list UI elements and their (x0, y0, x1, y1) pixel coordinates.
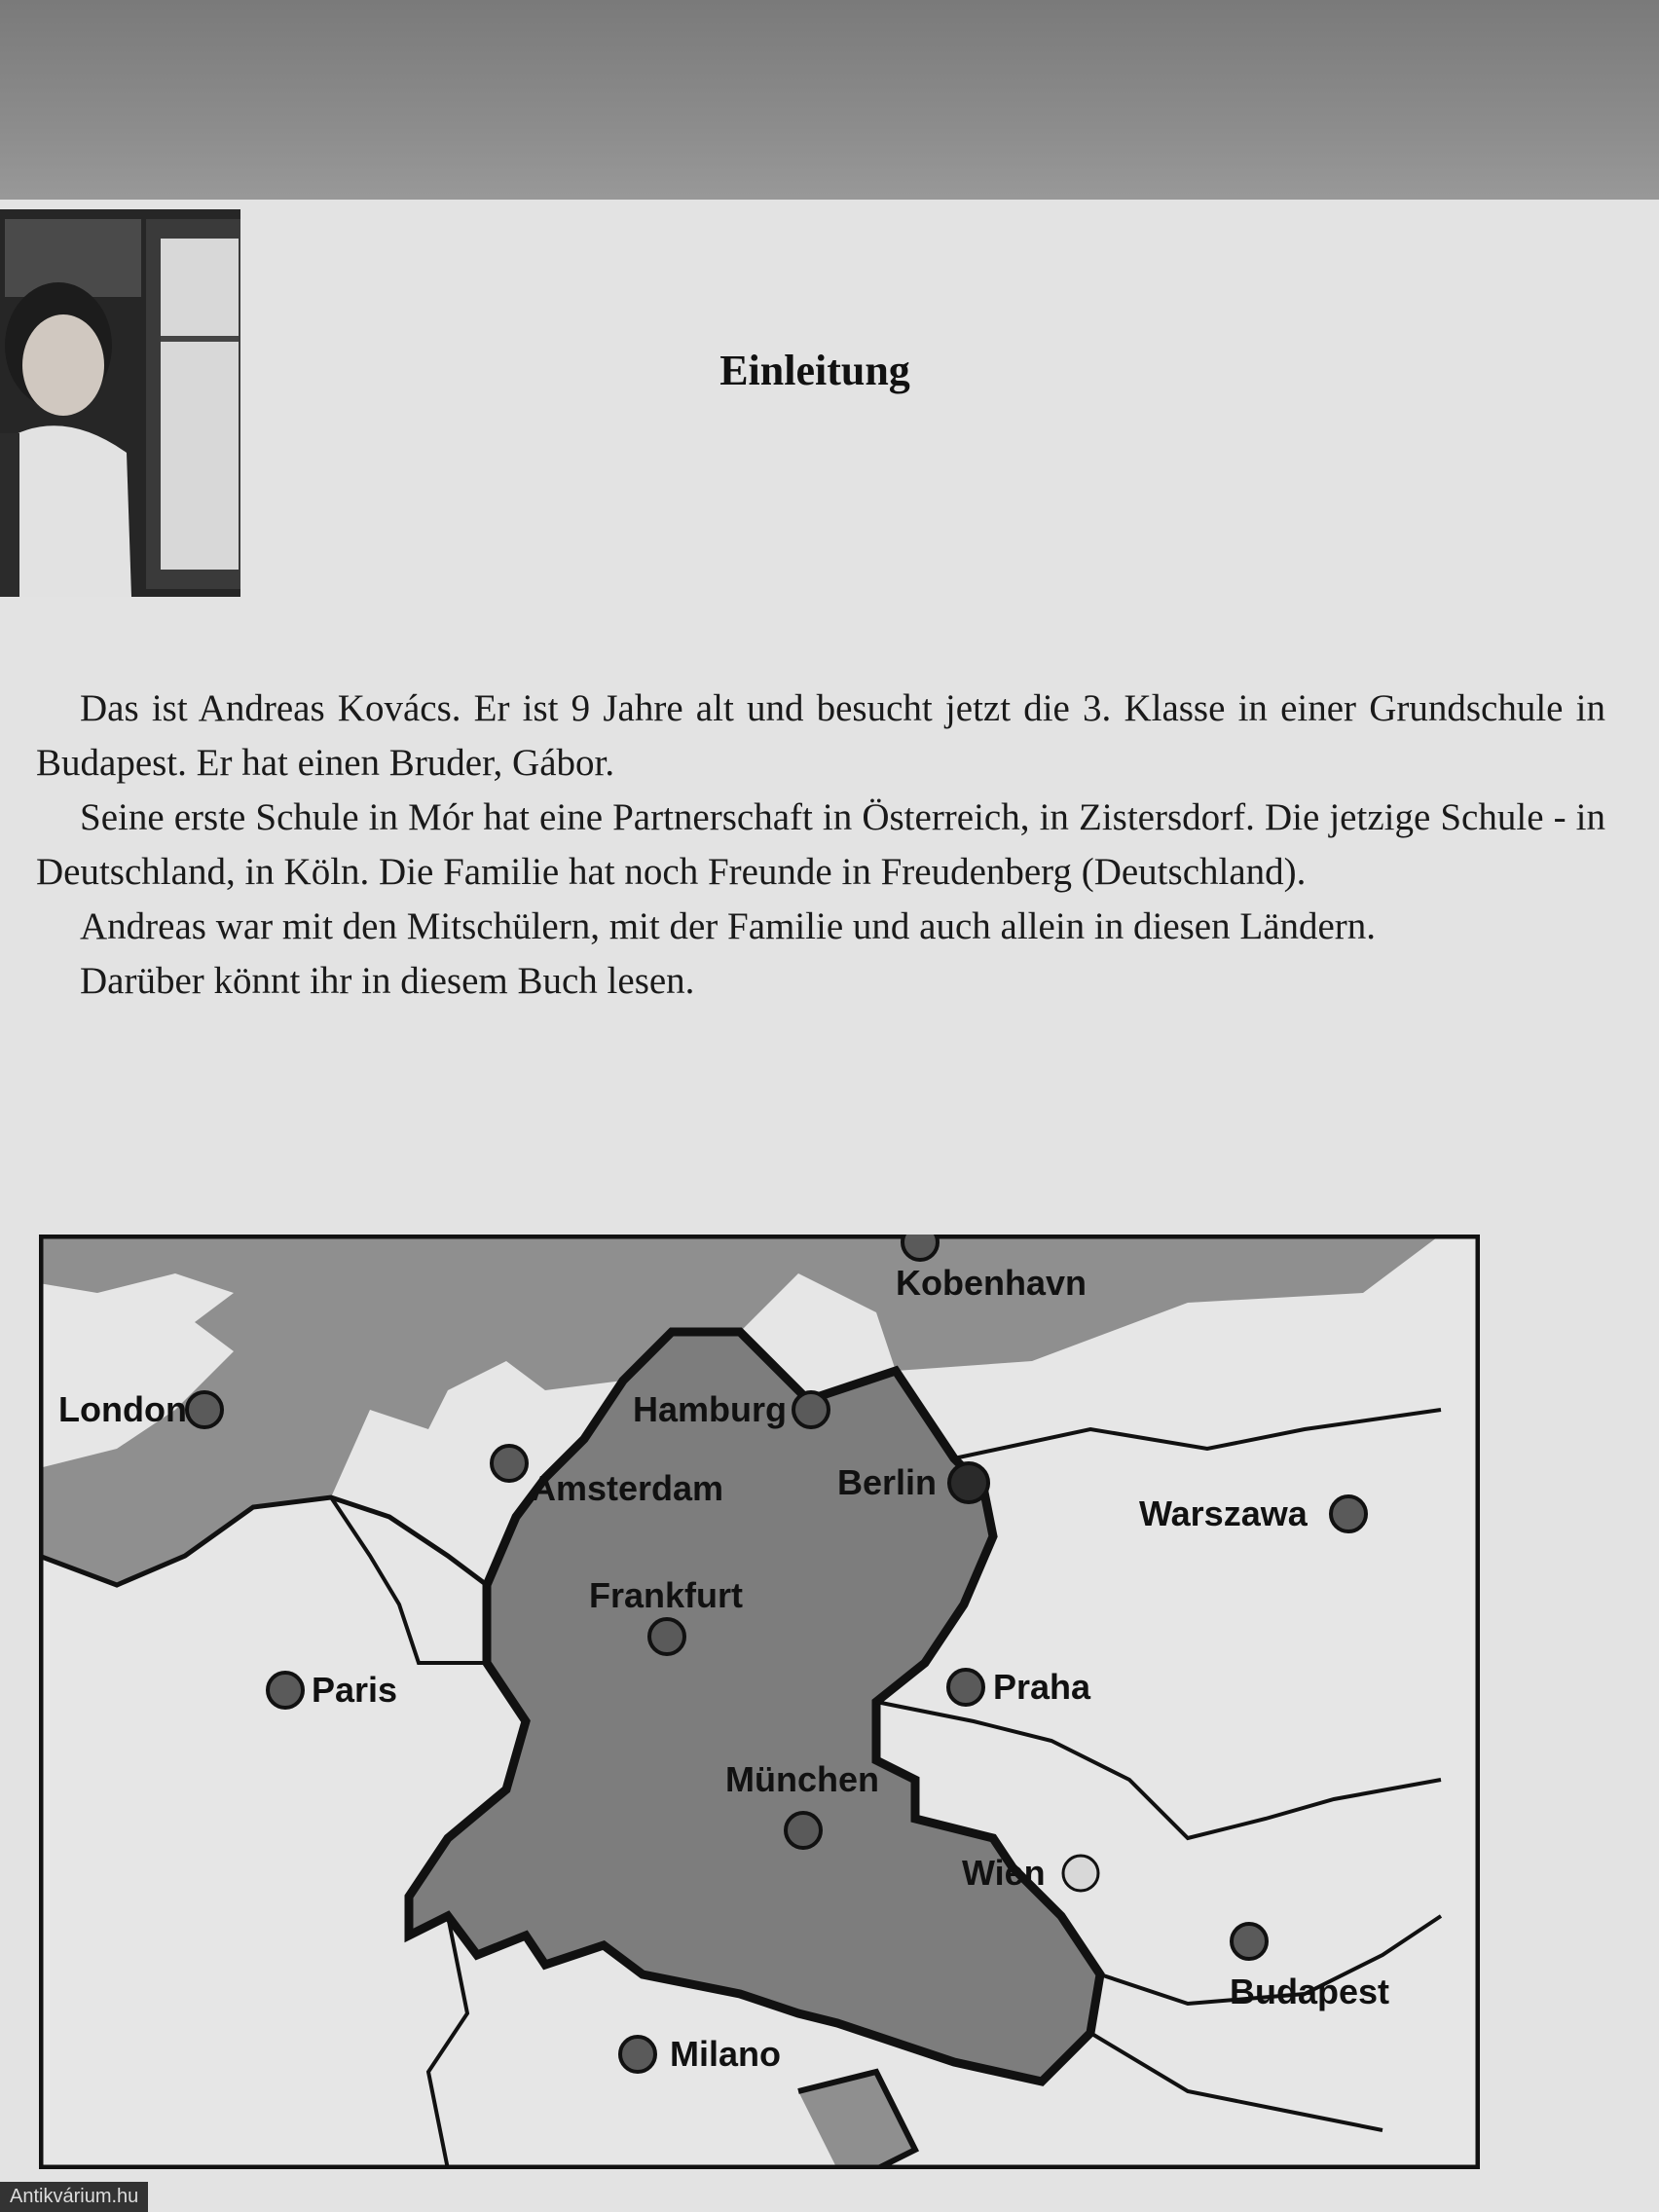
city-label: Amsterdam (531, 1468, 724, 1508)
intro-text (36, 682, 1605, 1009)
city-milano (620, 2034, 781, 2074)
city-label: Berlin (837, 1462, 938, 1502)
city-label: Warszawa (1139, 1493, 1308, 1533)
page-title (0, 346, 1659, 395)
paragraph: Andreas war mit den Mitschülern, mit der Familie und auch allein in diesen Ländern. (80, 905, 1377, 947)
photo-andreas (0, 209, 240, 597)
photo-illustration (0, 209, 240, 597)
city-london (58, 1389, 222, 1429)
city-label: Praha (993, 1667, 1091, 1707)
paragraph: Seine erste Schule in Mór hat eine Partnerschaft in Österreich, in Zistersdorf. Die jetzige Schule - in Deutschland, in Köln. Die Familie hat noch Freunde in Freudenberg (Deutschland). (36, 796, 1605, 893)
city-label: Paris (312, 1670, 398, 1710)
city-label: Hamburg (633, 1389, 788, 1429)
city-berlin (837, 1462, 988, 1502)
city-label: Milano (670, 2034, 781, 2074)
city-hamburg (633, 1389, 829, 1429)
city-label: Kobenhavn (896, 1263, 1088, 1303)
city-label: London (58, 1389, 187, 1429)
watermark-logo: Antikvárium.hu (0, 2182, 148, 2212)
background-surface (0, 0, 1659, 209)
paragraph: Das ist Andreas Kovács. Er ist 9 Jahre alt und besucht jetzt die 3. Klasse in einer Grundschule in Budapest. Er hat einen Bruder, Gábor. (36, 687, 1605, 784)
paragraph: Darüber könnt ihr in diesem Buch lesen. (80, 960, 695, 1002)
heading-text: Einleitung (719, 347, 910, 394)
city-label: Budapest (1230, 1972, 1390, 2011)
city-wien (962, 1853, 1098, 1893)
city-label: Wien (962, 1853, 1046, 1893)
city-paris (268, 1670, 397, 1710)
city-label: Frankfurt (589, 1575, 744, 1615)
europe-map (39, 1235, 1480, 2169)
city-label: München (725, 1759, 879, 1799)
city-praha (948, 1667, 1091, 1707)
